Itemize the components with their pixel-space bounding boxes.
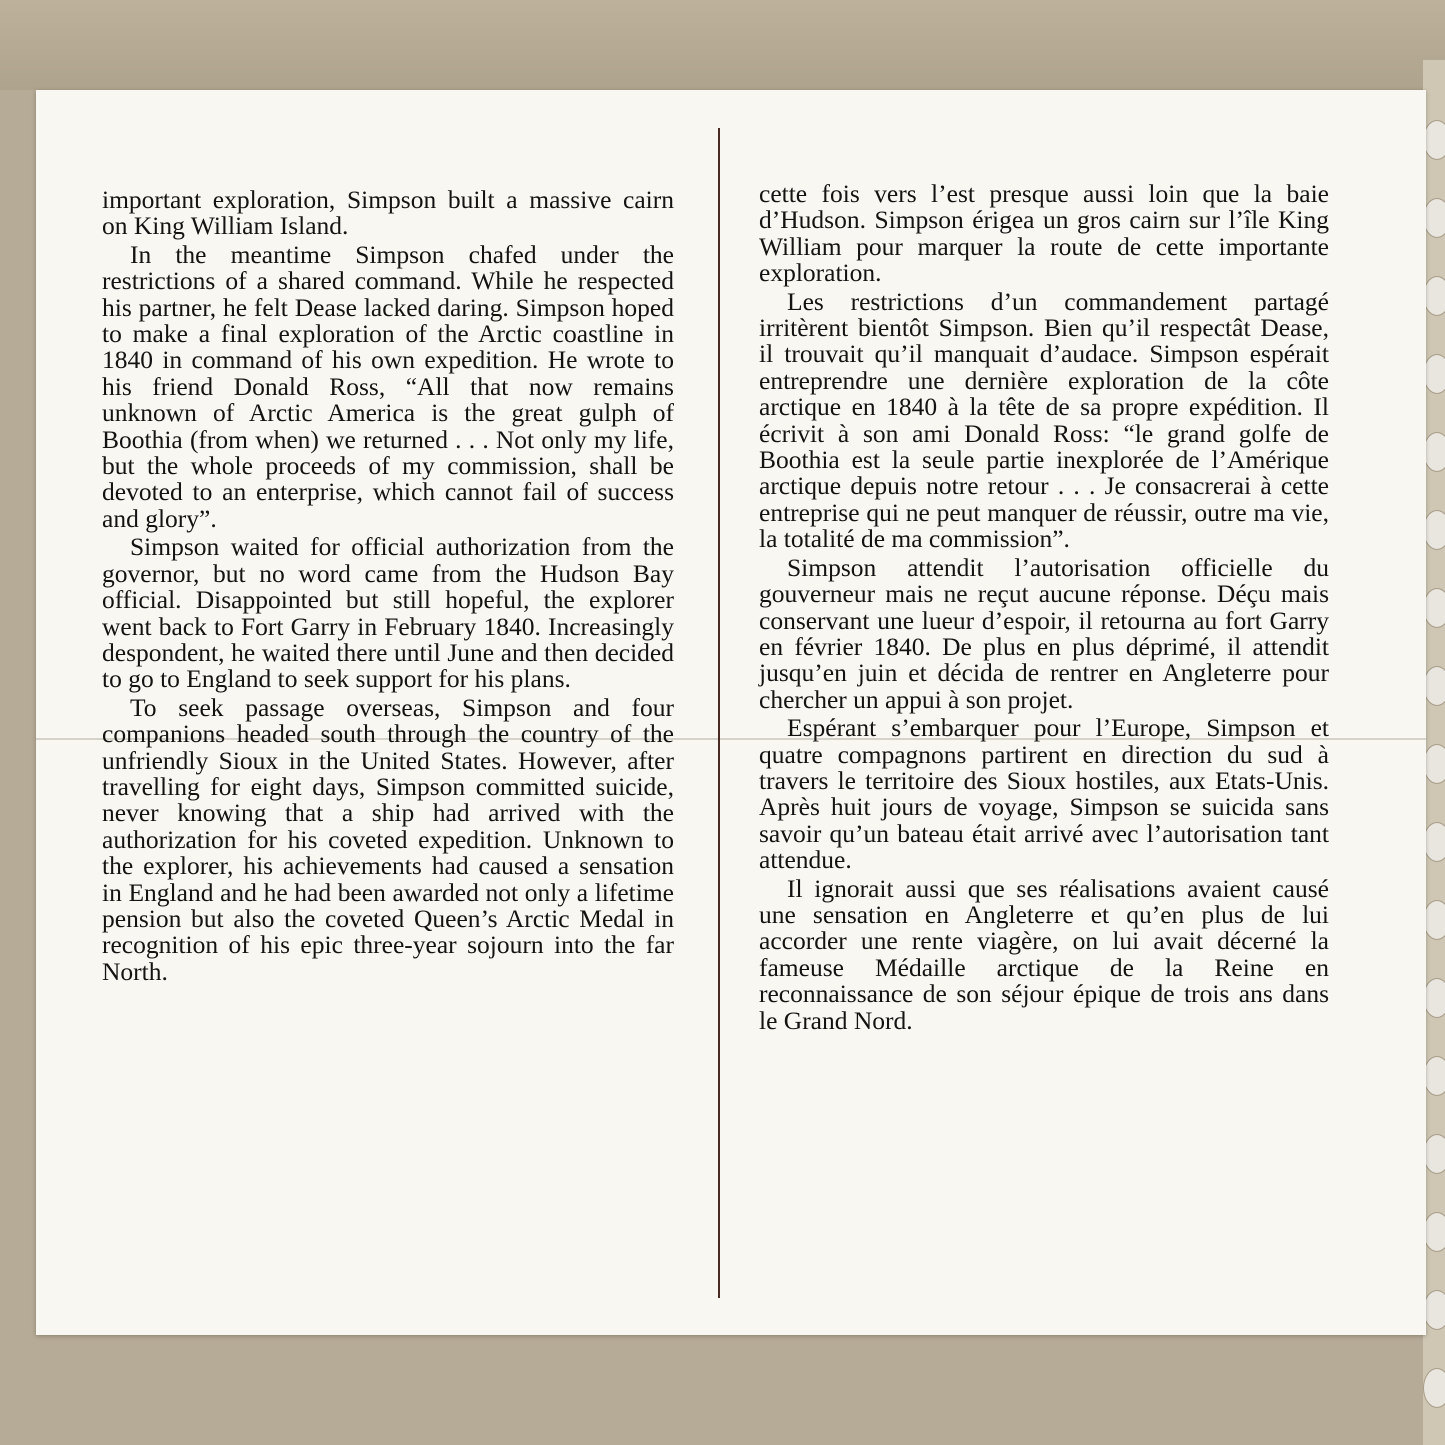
binder-hole [1423, 1056, 1445, 1096]
binder-page-edge [1423, 60, 1445, 1445]
binder-hole [1423, 978, 1445, 1018]
paragraph: cette fois vers l’est presque aussi loin que la baie d’Hudson. Simpson érigea un gros cairn sur l’île King William pour marquer la route de cette importante exploration. [759, 179, 1329, 288]
binder-hole [1423, 1212, 1445, 1252]
english-column [102, 187, 674, 985]
column-divider [718, 128, 720, 1298]
binder-hole [1423, 822, 1445, 862]
binder-hole [1423, 1134, 1445, 1174]
paragraph: Il ignorait aussi que ses réalisations avaient causé une sensation en Angleterre et qu’en plus de lui accorder une rente viagère, on lui avait décerné la fameuse Médaille arctique de la Reine en reconnaissance de son séjour épique de trois ans dans le Grand Nord. [759, 873, 1329, 1035]
binder-hole [1423, 588, 1445, 628]
binder-hole [1423, 1290, 1445, 1330]
binder-hole [1423, 510, 1445, 550]
paragraph: Simpson attendit l’autorisation officielle du gouverneur mais ne reçut aucune réponse. Déçu mais conservant une lueur d’espoir, il retourna au fort Garry en février 1840. De plus en plus déprimé, il attendit jusqu’en juin et décida de rentrer en Angleterre pour chercher un appui à son projet. [759, 552, 1329, 714]
binder-hole [1423, 744, 1445, 784]
document-sheet [36, 90, 1426, 1335]
binder-hole [1423, 276, 1445, 316]
binder-hole [1423, 900, 1445, 940]
paragraph: important exploration, Simpson built a massive cairn on King William Island. [102, 185, 674, 241]
binder-hole [1423, 354, 1445, 394]
paragraph: Espérant s’embarquer pour l’Europe, Simpson et quatre compagnons partirent en direction du sud à travers le territoire des Sioux hostiles, aux Etats-Unis. Après huit jours de voyage, Simpson se suicida sans savoir qu’un bateau était arrivé avec l’autorisation tant attendue. [759, 713, 1329, 875]
paragraph: In the meantime Simpson chafed under the restrictions of a shared command. While he respected his partner, he felt Dease lacked daring. Simpson hoped to make a final exploration of the Arctic coastline in 1840 in command of his own expedition. He wrote to his friend Donald Ross, “All that now remains unknown of Arctic America is the great gulph of Boothia (from when) we returned . . . Not only my life, but the whole proceeds of my commission, shall be devoted to an enterprise, which cannot fail of success and glory”. [102, 239, 674, 533]
binder-hole [1423, 1368, 1445, 1408]
binder-hole [1423, 666, 1445, 706]
background-surface [0, 0, 1445, 90]
french-column [759, 181, 1329, 1034]
paragraph: To seek passage overseas, Simpson and four companions headed south through the country of the unfriendly Sioux in the United States. However, after travelling for eight days, Simpson committed suicide, never knowing that a ship had arrived with the authorization for his coveted expedition. Unknown to the explorer, his achievements had caused a sensation in England and he had been awarded not only a lifetime pension but also the coveted Queen’s Arctic Medal in recognition of his epic three-year sojourn into the far North. [102, 692, 674, 986]
binder-hole [1423, 198, 1445, 238]
paragraph: Les restrictions d’un commandement partagé irritèrent bientôt Simpson. Bien qu’il respectât Dease, il trouvait qu’il manquait d’audace. Simpson espérait entreprendre une dernière exploration de la côte arctique en 1840 à la tête de sa propre expédition. Il écrivit à son ami Donald Ross: “le grand golfe de Boothia est la seule partie inexplorée de l’Amérique arctique depuis notre retour . . . Je consacrerai à cette entreprise qui ne peut manquer de réussir, outre ma vie, la totalité de ma commission”. [759, 286, 1329, 554]
binder-hole [1423, 120, 1445, 160]
binder-hole [1423, 432, 1445, 472]
paragraph: Simpson waited for official authorization from the governor, but no word came from the Hudson Bay official. Disappointed but still hopeful, the explorer went back to Fort Garry in February 1840. Increasingly despondent, he waited there until June and then decided to go to England to seek support for his plans. [102, 532, 674, 694]
